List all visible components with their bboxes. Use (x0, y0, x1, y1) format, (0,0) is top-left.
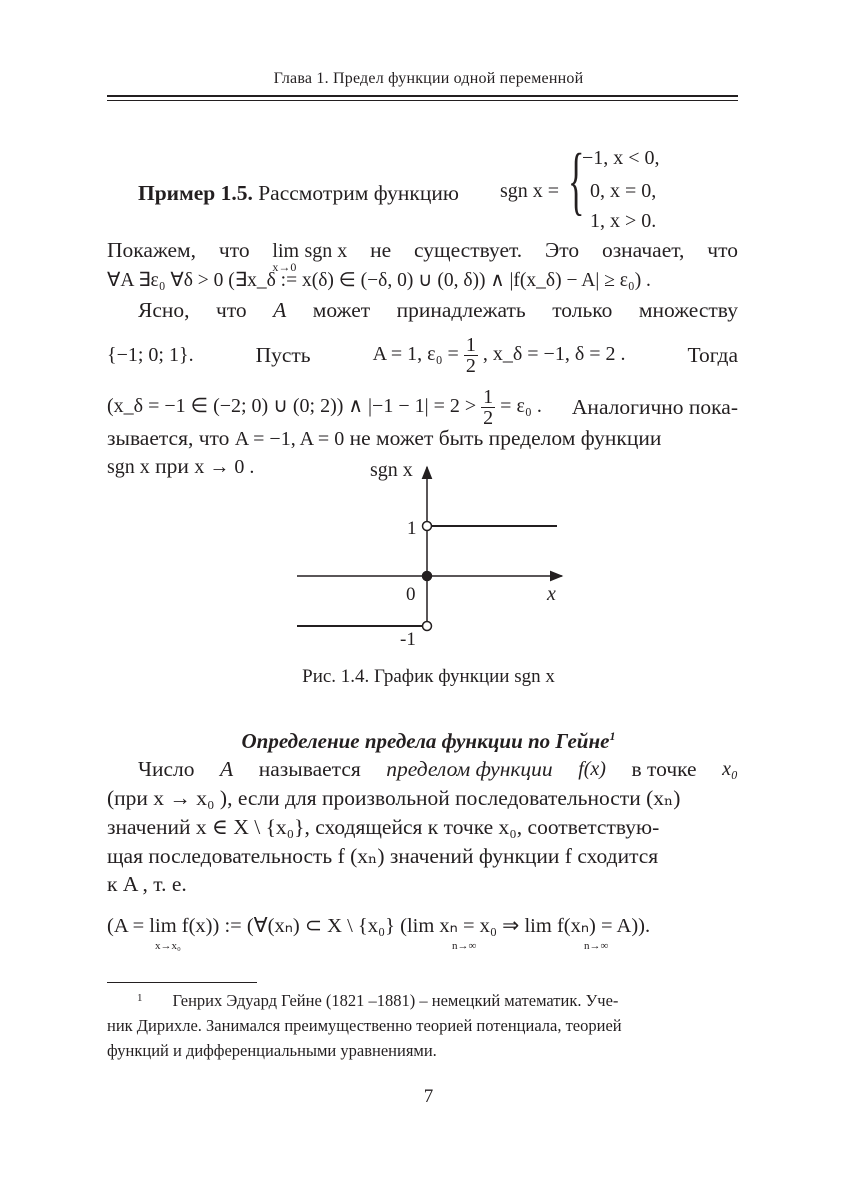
tick-label-minus-one: -1 (400, 629, 416, 650)
brace-symbol: { (568, 139, 585, 223)
definition-line5: к A , т. е. (107, 872, 187, 896)
text: зывается, что (107, 426, 230, 450)
footnote-text: Генрих Эдуард Гейне (1821 –1881) – немецкий математик. Уче- (172, 991, 619, 1010)
para2-line1 (107, 297, 738, 323)
formula-subscript-2: n→∞ (452, 940, 477, 952)
formula-a: (x_δ = −1 ∈ (−2; 0) ∪ (0; 2)) ∧ |−1 − 1| = 2 > (107, 394, 477, 417)
lim-expr: sgn x (304, 240, 348, 262)
page-number: 7 (423, 1086, 434, 1107)
values-a: A = 1, ε₀ = (372, 342, 459, 365)
word: только (552, 298, 613, 322)
variable-A: A (273, 298, 287, 322)
x-axis-label: x (547, 583, 556, 605)
heine-formula: (A = lim f(x)) := (∀(xₙ) ⊂ X \ {x₀} (lim xₙ = x₀ ⇒ lim f(xₙ) = A)). (107, 915, 651, 937)
word: существует. (414, 238, 523, 262)
denominator: 2 (483, 406, 494, 429)
footnote-line2: ник Дирихле. Занимался преимущественно теорией потенциала, теорией (107, 1016, 622, 1035)
definition-line2: (при x → x₀ ), если для произвольной последовательности (xₙ) (107, 786, 681, 810)
footnote-line1 (107, 988, 738, 1013)
footnote-line3: функций и дифференциальными уравнениями. (107, 1041, 437, 1060)
text: не может быть пределом функции (349, 426, 662, 450)
footnote-ref: 1 (609, 729, 616, 743)
example-intro-text: Рассмотрим функцию (258, 181, 459, 205)
word: Тогда (687, 343, 738, 367)
example-intro (138, 180, 459, 206)
variable-A: A (220, 757, 234, 781)
assignment-values (373, 335, 626, 376)
word: Пусть (255, 343, 311, 367)
point-open (423, 522, 432, 531)
check-formula (107, 387, 542, 428)
fraction-one-half (464, 335, 478, 376)
para2-line4 (107, 425, 661, 452)
numerator: 1 (465, 333, 476, 356)
function-fx: f(x) (578, 758, 606, 780)
word: Это (545, 238, 580, 262)
word: Покажем, (107, 238, 197, 262)
fraction-one-half-2 (481, 387, 495, 428)
math: sgn x (107, 456, 150, 478)
definition-heading (0, 729, 857, 754)
word: может (312, 298, 371, 322)
formula-subscript-1: x→x₀ (155, 940, 181, 952)
word: означает, (601, 238, 685, 262)
heading-text: Определение предела функции по Гейне (241, 729, 610, 753)
footnote-line1-wrap (107, 988, 618, 1013)
para2-line5 (107, 453, 254, 480)
set-value: {−1; 0; 1}. (107, 344, 194, 366)
lim-subscript: x→0 (272, 260, 297, 274)
word: что (707, 238, 738, 262)
definition-line1 (107, 756, 738, 782)
word: принадлежать (396, 298, 526, 322)
footnote (107, 988, 738, 1063)
para2-line2 (107, 330, 738, 380)
word: не (370, 238, 392, 262)
math: x → 0 . (194, 456, 255, 478)
word: что (218, 238, 250, 262)
point-x0: x₀ (722, 758, 738, 780)
point-filled (423, 572, 432, 581)
formula-subscript-3: n→∞ (584, 940, 609, 952)
footnote-rule (107, 982, 257, 983)
text-tail: Аналогично пока- (571, 395, 738, 419)
values-b: , x_δ = −1, δ = 2 . (482, 342, 626, 365)
footnote-mark: 1 (137, 992, 143, 1004)
tick-label-zero: 0 (406, 584, 416, 605)
word: в точке (631, 757, 697, 781)
sgn-case-negative: −1, x < 0, (582, 147, 660, 169)
sgn-case-positive: 1, x > 0. (590, 210, 657, 232)
word: множеству (638, 298, 738, 322)
limit-expression (272, 237, 348, 274)
lim-text: lim (272, 240, 300, 262)
text: при (155, 454, 189, 478)
quantifier-formula: ∀A ∃ε₀ ∀δ > 0 (∃x_δ := x(δ) ∈ (−δ, 0) ∪ (0, δ)) ∧ |f(x_δ) − A| ≥ ε₀) . (107, 270, 651, 291)
definition-line4: щая последовательность f (xₙ) значений функции f сходится (107, 844, 659, 868)
word: Число (138, 757, 195, 781)
para1-line1 (107, 237, 738, 274)
word: называется (258, 757, 361, 781)
defined-term: пределом функции (386, 757, 553, 781)
y-axis-label: sgn x (370, 460, 413, 481)
example-label: Пример 1.5. (138, 181, 253, 205)
sgn-graph (280, 460, 580, 660)
numerator: 1 (483, 385, 494, 408)
sgn-case-zero: 0, x = 0, (590, 180, 657, 202)
header-rule-thin (107, 100, 738, 101)
math: A = −1, A = 0 (234, 428, 345, 450)
word: что (216, 298, 247, 322)
definition-line3: значений x ∈ X \ {x₀}, сходящейся к точке x₀, соответствую- (107, 815, 660, 839)
header-rule-thick (107, 95, 738, 97)
figure-caption: Рис. 1.4. График функции sgn x (302, 666, 555, 687)
sgn-definition-lhs: sgn x = (500, 180, 560, 202)
point-open (423, 622, 432, 631)
denominator: 2 (465, 354, 476, 377)
formula-b: = ε₀ . (500, 394, 542, 417)
running-header: Глава 1. Предел функции одной переменной (273, 70, 584, 87)
tick-label-one: 1 (407, 518, 417, 539)
word: Ясно, (138, 298, 190, 322)
